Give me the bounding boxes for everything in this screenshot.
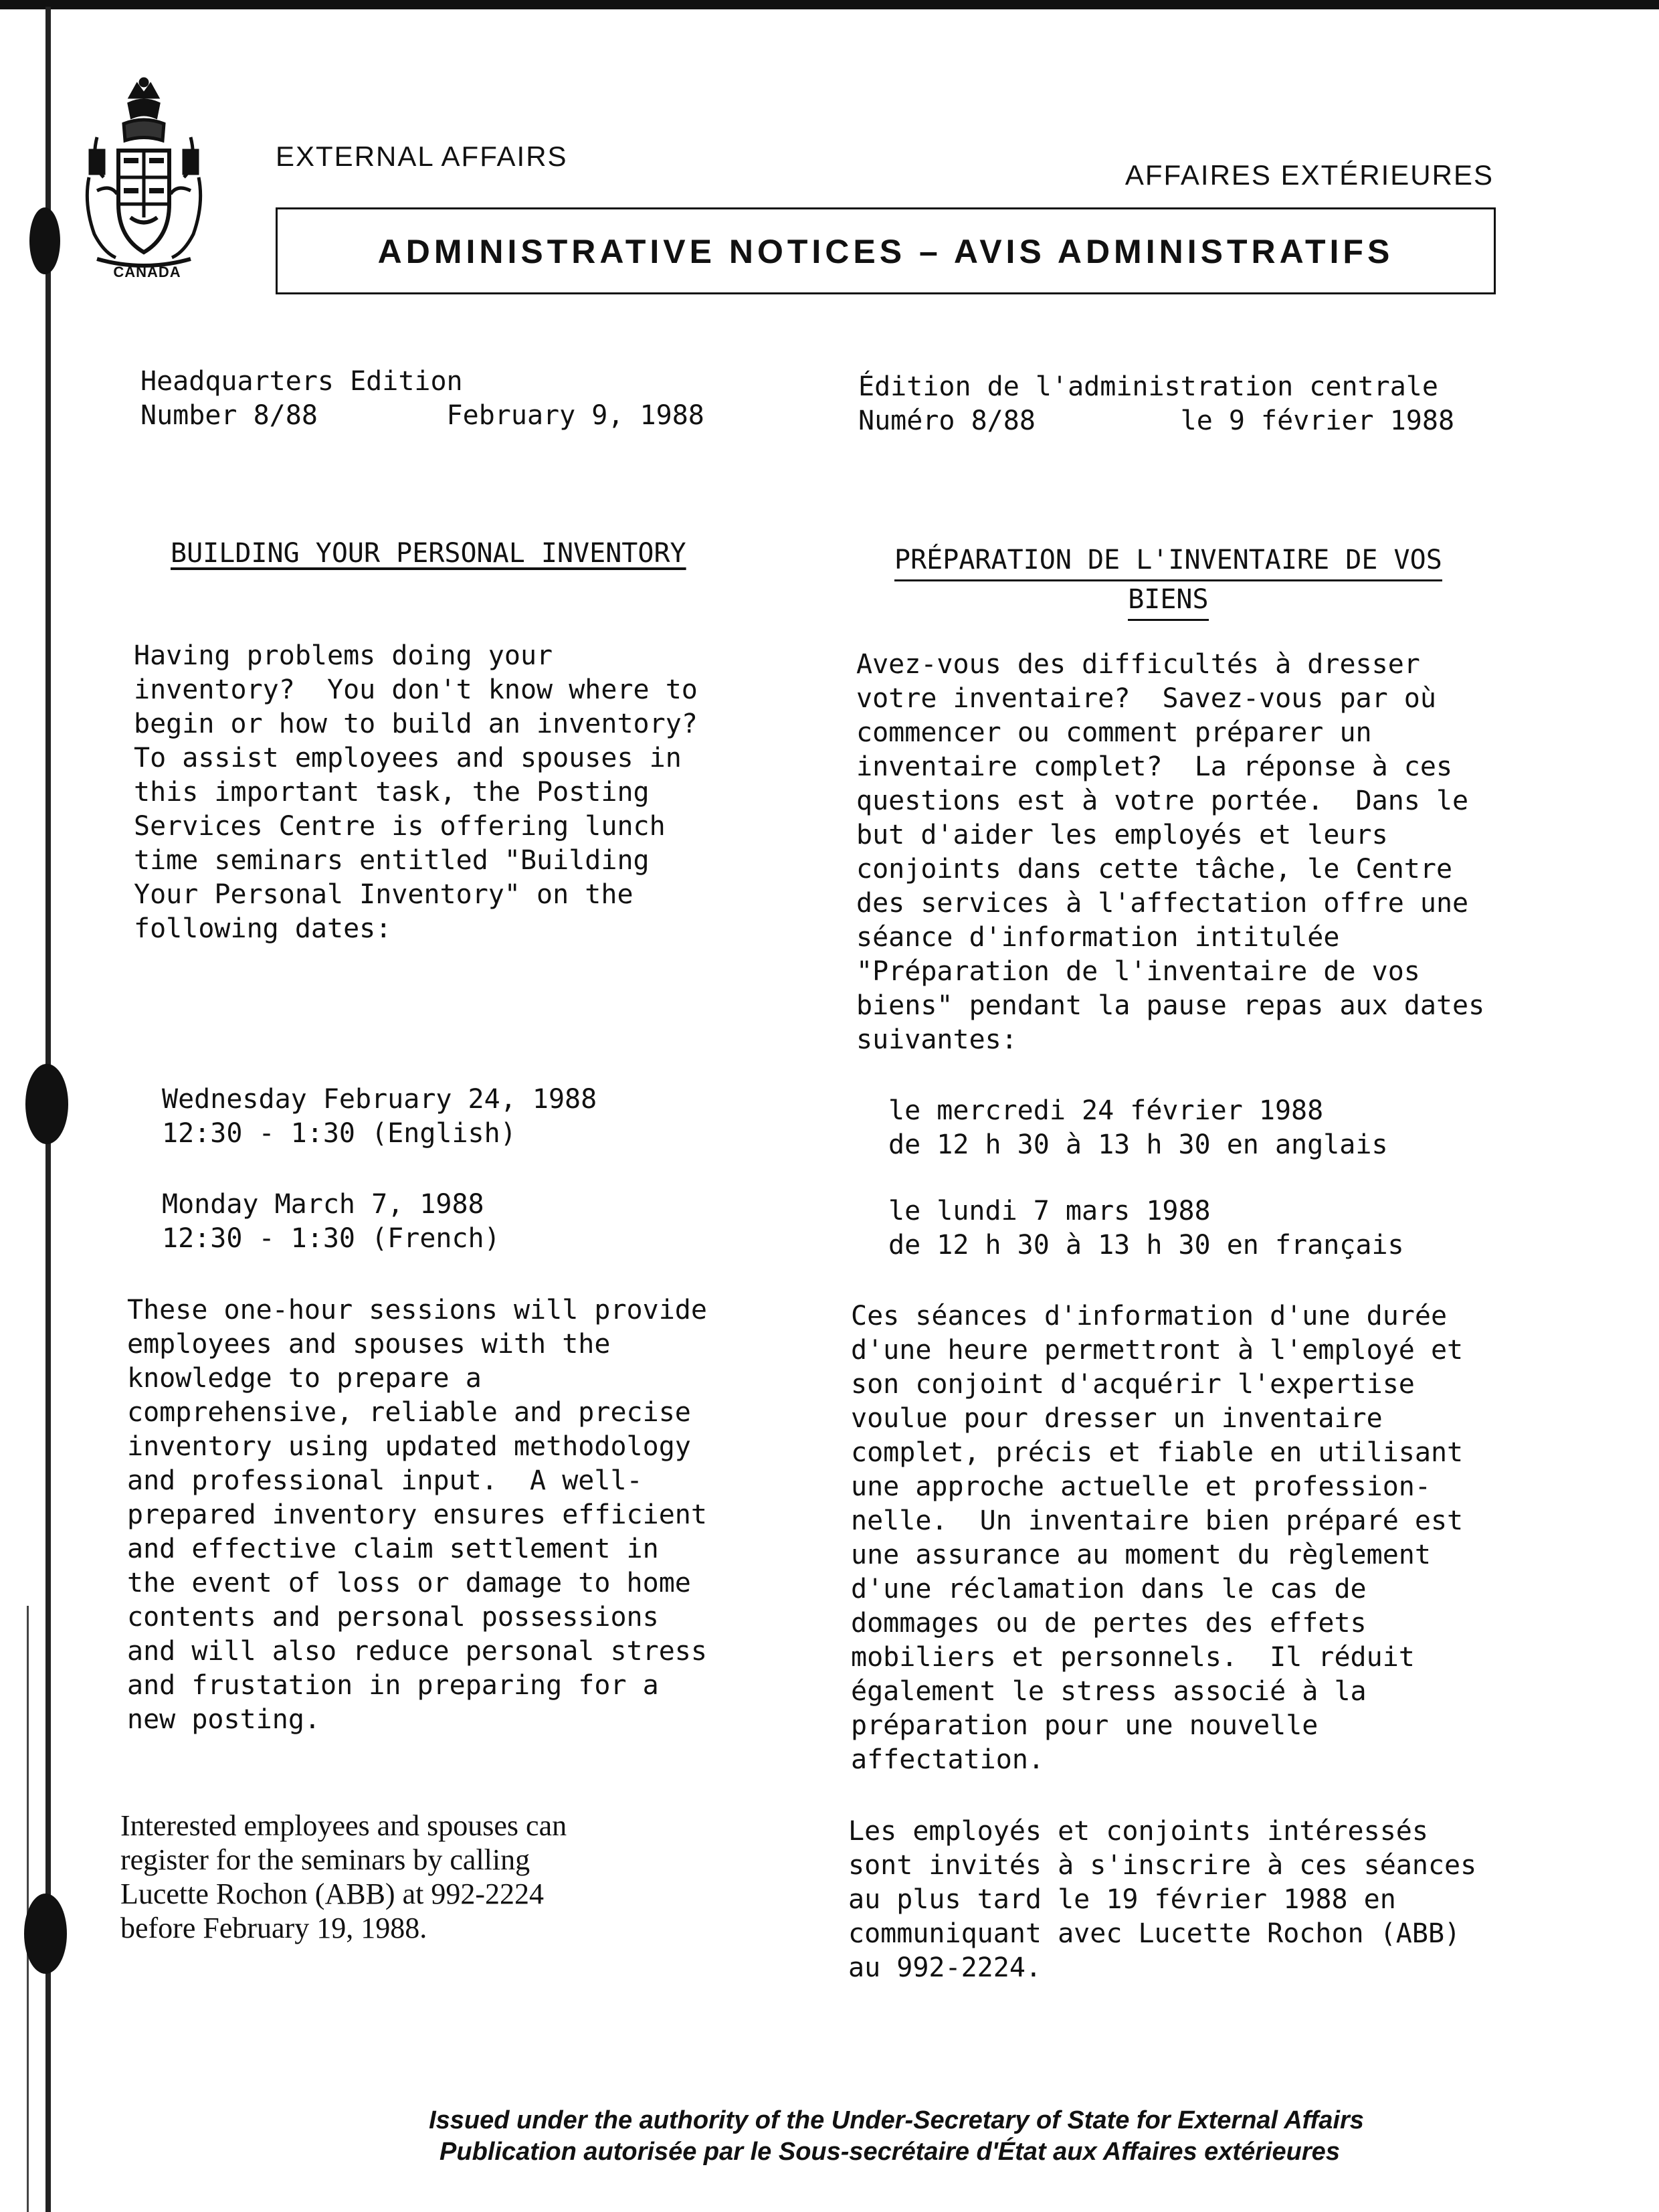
edition-line-en-1: Headquarters Edition [140, 366, 463, 397]
session-2-fr: le lundi 7 mars 1988 de 12 h 30 à 13 h 30 en français [888, 1196, 1404, 1261]
department-name-fr: AFFAIRES EXTÉRIEURES [1125, 159, 1494, 191]
punch-hole [24, 1894, 67, 1974]
session-1-en: Wednesday February 24, 1988 12:30 - 1:30 (English) [162, 1084, 597, 1149]
session-2-en: Monday March 7, 1988 12:30 - 1:30 (French) [162, 1189, 500, 1254]
footer-authority-en: Issued under the authority of the Under-Secretary of State for External Affairs [429, 2106, 1364, 2134]
punch-hole [29, 207, 60, 274]
body-paragraph-en: These one-hour sessions will provide employees and spouses with the knowledge to prepare a comprehensive, reliable and precise inventory using updated methodology and professional input. A well- prepared inventory ensures efficient and effective claim settlement in the event of loss or damage to home contents and personal possessions and will also reduce personal stress and frustation in preparing for a new posting. [127, 1295, 707, 1735]
section-heading-fr-line2: BIENS [1128, 581, 1208, 621]
title-banner [276, 207, 1496, 294]
edition-line-fr-1: Édition de l'administration centrale [858, 371, 1438, 402]
register-paragraph-fr: Les employés et conjoints intéressés sont invités à s'inscrire à ces séances au plus tard le 19 février 1988 en communiquant avec Lucette Rochon (ABB) au 992-2224. [848, 1816, 1477, 1983]
edition-info-en [140, 365, 704, 433]
edition-info-fr [858, 370, 1454, 438]
footer-authority-fr: Publication autorisée par le Sous-secrétaire d'État aux Affaires extérieures [440, 2138, 1340, 2166]
section-heading-en: BUILDING YOUR PERSONAL INVENTORY [171, 538, 686, 569]
intro-paragraph-fr: Avez-vous des difficultés à dresser votre inventaire? Savez-vous par où commencer ou comment préparer un inventaire complet? La réponse à ces questions est à votre portée. Dans le but d'aider les employés et leurs conjoints dans cette tâche, le Centre des services à l'affectation offre une séance d'information intitulée "Préparation de l'inventaire de vos biens" pendant la pause repas aux dates suivantes: [856, 649, 1485, 1055]
section-heading-fr [894, 542, 1442, 621]
body-paragraph-fr: Ces séances d'information d'une durée d'une heure permettront à l'employé et son conjoint d'acquérir l'expertise voulue pour dresser un inventaire complet, précis et fiable en utilisant une approche actuelle et profession- nelle. Un inventaire bien préparé est une assurance au moment du règlement d'une réclamation dans le cas de dommages ou de pertes des effets mobiliers et personnels. Il réduit également le stress associé à la préparation pour une nouvelle affectation. [851, 1301, 1464, 1775]
edition-line-fr-2: Numéro 8/88 le 9 février 1988 [858, 405, 1455, 436]
country-label: CANADA [113, 264, 181, 280]
scan-top-edge [0, 0, 1659, 9]
session-1-fr: le mercredi 24 février 1988 de 12 h 30 à 13 h 30 en anglais [888, 1095, 1388, 1160]
banner-title: ADMINISTRATIVE NOTICES – AVIS ADMINISTRATIFS [377, 233, 1394, 270]
edition-line-en-2: Number 8/88 February 9, 1988 [140, 400, 704, 431]
register-paragraph-en: Interested employees and spouses can register for the seminars by calling Lucette Rochon (ABB) at 992-2224 before February 19, 1988. [120, 1809, 567, 1944]
intro-paragraph-en: Having problems doing your inventory? You don't know where to begin or how to build an inventory? To assist employees and spouses in this important task, the Posting Services Centre is offering lunch time seminars entitled "Building Your Personal Inventory" on the following dates: [134, 640, 698, 944]
canada-coat-of-arms-icon [77, 77, 211, 278]
department-name-en: EXTERNAL AFFAIRS [276, 141, 568, 172]
punch-hole [25, 1064, 68, 1144]
section-heading-fr-line1: PRÉPARATION DE L'INVENTAIRE DE VOS [894, 542, 1442, 581]
